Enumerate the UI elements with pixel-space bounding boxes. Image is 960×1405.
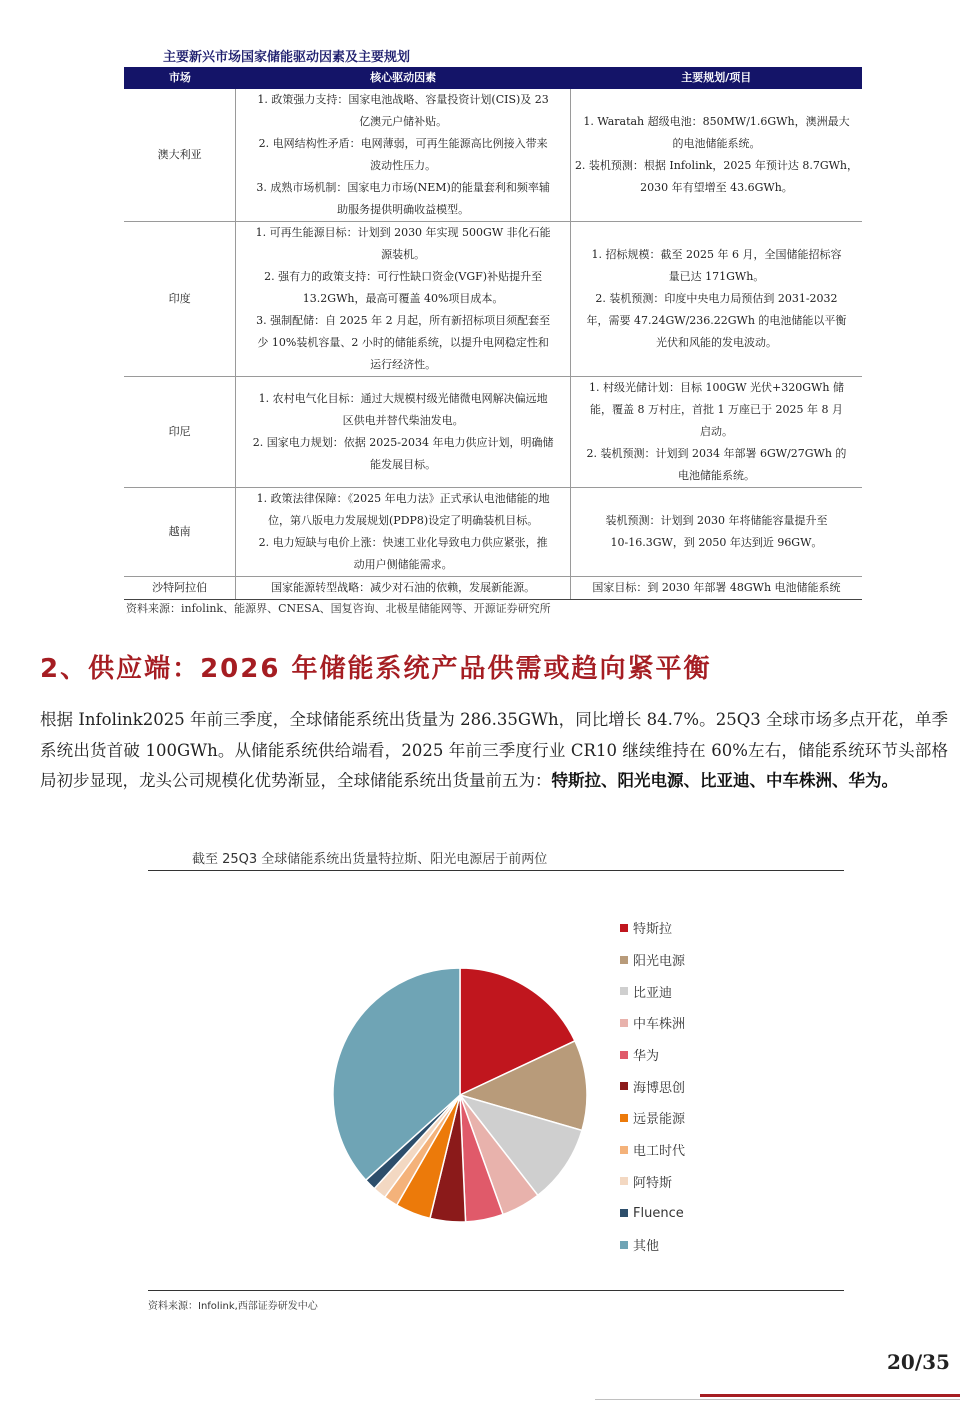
cell-line: 启动。 (699, 425, 733, 438)
cell-line: 量已达 171GWh。 (668, 270, 765, 283)
legend-item (620, 944, 685, 976)
cell-line: 1. 政策法律保障：《2025 年电力法》正式承认电池储能的地 (256, 492, 550, 505)
cell-line: 1. 政策强力支持：国家电池战略、容量投资计划(CIS)及 23 (257, 93, 549, 106)
body-text-bold: 特斯拉、阳光电源、比亚迪、中车株洲、华为。 (551, 771, 898, 790)
legend-swatch (620, 1146, 628, 1154)
cell-line: 电池储能系统。 (677, 469, 755, 482)
header-drivers: 核心驱动因素 (236, 67, 571, 89)
footer-accent-rule (700, 1394, 960, 1397)
header-market: 市场 (124, 67, 236, 89)
cell-line: 年，需要 47.24GW/236.22GWh 的电池储能以平衡 (586, 314, 847, 327)
legend-item (620, 1039, 685, 1071)
cell-plans (570, 89, 862, 222)
legend-label: 其他 (633, 1239, 660, 1255)
cell-line: 亿澳元户储补贴。 (359, 115, 448, 128)
legend-label: 电工时代 (633, 1144, 686, 1160)
legend-swatch (620, 924, 628, 932)
legend-item (620, 1134, 685, 1166)
legend-item (620, 912, 685, 944)
cell-line: 运行经济性。 (370, 358, 437, 371)
cell-drivers (236, 377, 571, 488)
cell-drivers (236, 488, 571, 577)
cell-line: 国家能源转型战略：减少对石油的依赖，发展新能源。 (271, 581, 536, 594)
cell-line: 1. 农村电气化目标：通过大规模村级光储微电网解决偏远地 (258, 392, 548, 405)
chart-legend (620, 912, 685, 1261)
legend-item (620, 1070, 685, 1102)
table-row (124, 89, 862, 222)
legend-swatch (620, 1241, 628, 1249)
cell-market: 印度 (124, 222, 236, 377)
legend-item (620, 1197, 685, 1229)
cell-line: 3. 强制配储：自 2025 年 2 月起，所有新招标项目须配套至 (256, 314, 551, 327)
legend-label: Fluence (633, 1205, 684, 1221)
cell-line: 13.2GWh，最高可覆盖 40%项目成本。 (302, 292, 504, 305)
cell-line: 的电池储能系统。 (672, 137, 761, 150)
cell-line: 3. 成熟市场机制：国家电力市场(NEM)的能量套利和频率辅 (256, 181, 550, 194)
chart-top-rule (148, 870, 844, 871)
cell-line: 2030 年有望增至 43.6GWh。 (640, 181, 793, 194)
legend-item (620, 1007, 685, 1039)
legend-label: 华为 (633, 1049, 660, 1065)
cell-line: 波动性压力。 (370, 159, 437, 172)
legend-swatch (620, 987, 628, 995)
cell-line: 1. 招标规模：截至 2025 年 6 月，全国储能招标容 (591, 248, 842, 261)
legend-label: 中车株洲 (633, 1017, 686, 1033)
table-row (124, 222, 862, 377)
legend-label: 阿特斯 (633, 1175, 673, 1191)
legend-item (620, 975, 685, 1007)
cell-line: 1. 可再生能源目标：计划到 2030 年实现 500GW 非化石能 (255, 226, 551, 239)
header-plans: 主要规划/项目 (570, 67, 862, 89)
cell-drivers (236, 222, 571, 377)
table-source: 资料来源：infolink、能源界、CNESA、国复咨询、北极星储能网等、开源证券研究所 (126, 602, 551, 615)
legend-swatch (620, 1082, 628, 1090)
legend-item (620, 1102, 685, 1134)
cell-plans (570, 377, 862, 488)
body-paragraph (40, 705, 948, 797)
table-header-row (124, 67, 862, 89)
table-row (124, 577, 862, 600)
legend-swatch (620, 1114, 628, 1122)
cell-line: 2. 装机预测：计划到 2034 年部署 6GW/27GWh 的 (586, 447, 847, 460)
policy-table (124, 67, 862, 600)
legend-label: 特斯拉 (633, 922, 673, 938)
cell-market: 澳大利亚 (124, 89, 236, 222)
cell-line: 2. 强有力的政策支持：可行性缺口资金(VGF)补贴提升至 (264, 270, 543, 283)
legend-swatch (620, 1209, 628, 1217)
cell-market: 越南 (124, 488, 236, 577)
cell-line: 源装机。 (381, 248, 426, 261)
chart-bottom-rule (148, 1290, 844, 1291)
legend-swatch (620, 1177, 628, 1185)
table-body (124, 89, 862, 600)
cell-line: 区供电并替代柴油发电。 (342, 414, 464, 427)
cell-plans (570, 488, 862, 577)
chart-title: 截至 25Q3 全球储能系统出货量特拉斯、阳光电源居于前两位 (192, 852, 548, 867)
cell-line: 1. Waratah 超级电池：850MW/1.6GWh，澳洲最大 (583, 115, 850, 128)
cell-line: 国家目标：到 2030 年部署 48GWh 电池储能系统 (592, 581, 841, 594)
cell-line: 位，第八版电力发展规划(PDP8)设定了明确装机目标。 (268, 514, 539, 527)
table-title: 主要新兴市场国家储能驱动因素及主要规划 (163, 50, 411, 65)
cell-line: 2. 装机预测：印度中央电力局预估到 2031-2032 (595, 292, 838, 305)
legend-swatch (620, 1019, 628, 1027)
cell-line: 2. 国家电力规划：依据 2025-2034 年电力供应计划，明确储 (252, 436, 554, 449)
cell-line: 10-16.3GW，到 2050 年达到近 96GW。 (610, 536, 823, 549)
cell-drivers (236, 89, 571, 222)
legend-swatch (620, 1051, 628, 1059)
cell-line: 装机预测：计划到 2030 年将储能容量提升至 (605, 514, 828, 527)
table-row (124, 488, 862, 577)
cell-line: 光伏和风能的发电波动。 (655, 336, 777, 349)
cell-line: 2. 电力短缺与电价上涨：快速工业化导致电力供应紧张，推 (258, 536, 548, 549)
section-heading: 2、供应端：2026 年储能系统产品供需或趋向紧平衡 (40, 654, 712, 684)
legend-label: 海博思创 (633, 1080, 686, 1096)
cell-line: 助服务提供明确收益模型。 (337, 203, 470, 216)
legend-label: 阳光电源 (633, 954, 686, 970)
cell-line: 2. 装机预测：根据 Infolink，2025 年预计达 8.7GWh， (574, 159, 858, 172)
legend-label: 比亚迪 (633, 985, 673, 1001)
cell-line: 能，覆盖 8 万村庄，首批 1 万座已于 2025 年 8 月 (589, 403, 843, 416)
legend-label: 远景能源 (633, 1112, 686, 1128)
cell-line: 动用户侧储能需求。 (353, 558, 453, 571)
cell-drivers (236, 577, 571, 600)
body-text-plain: 根据 Infolink2025 年前三季度，全球储能系统出货量为 286.35GWh，同比增长 84.7%。25Q3 全球市场多点开花，单季系统出货首破 100GWh。从储能系统供给端看，2025 年前三季度行业 CR10 继续维持在 60%左右，储能系统环节头部格局初步显现，龙头公司规模化优势渐显，全球储能系统出货量前五为： (40, 710, 948, 790)
legend-item (620, 1229, 685, 1261)
legend-item (620, 1166, 685, 1198)
cell-line: 1. 村级光储计划：目标 100GW 光伏+320GWh 储 (588, 381, 844, 394)
cell-plans (570, 222, 862, 377)
page-number: 20/35 (887, 1350, 950, 1374)
cell-line: 少 10%装机容量、2 小时的储能系统，以提升电网稳定性和 (257, 336, 549, 349)
cell-line: 2. 电网结构性矛盾：电网薄弱，可再生能源高比例接入带来 (258, 137, 548, 150)
cell-plans (570, 577, 862, 600)
chart-source: 资料来源：Infolink,西部证券研发中心 (148, 1301, 318, 1312)
cell-market: 沙特阿拉伯 (124, 577, 236, 600)
footer-rule (595, 1399, 960, 1400)
legend-swatch (620, 956, 628, 964)
table-row (124, 377, 862, 488)
cell-line: 能发展目标。 (370, 458, 437, 471)
pie-chart (320, 950, 600, 1250)
cell-market: 印尼 (124, 377, 236, 488)
